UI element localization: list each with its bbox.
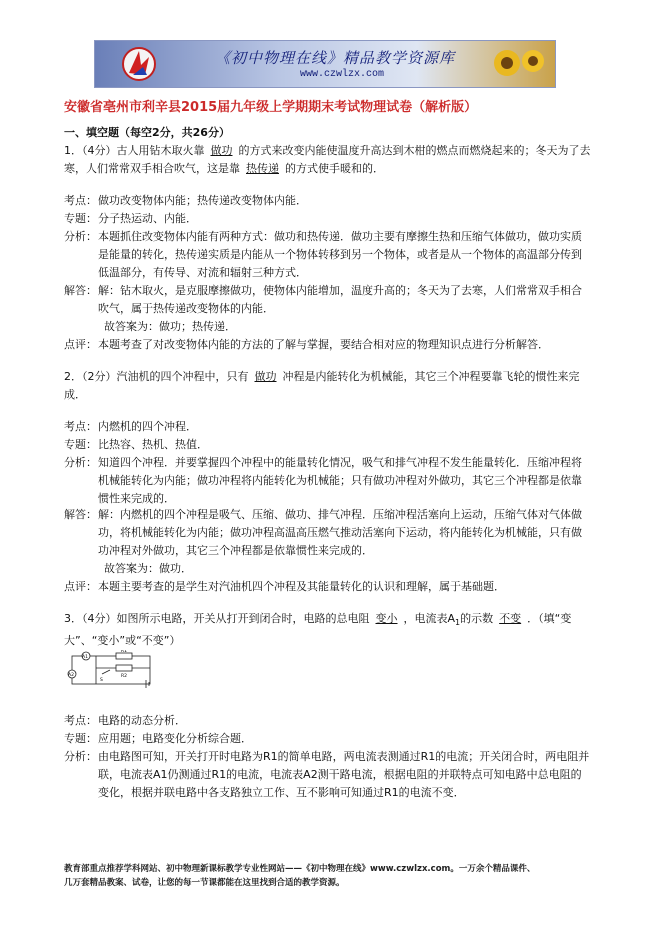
- resistor-r1-label: R1: [121, 650, 127, 654]
- row-label: 分析：: [64, 750, 97, 763]
- row-label: 解答：: [64, 508, 97, 521]
- switch-label: S: [100, 678, 103, 683]
- question-text: 的示数: [460, 612, 494, 625]
- row-text: 知道四个冲程．并要掌握四个冲程中的能量转化情况，吸气和排气冲程不发生能量转化．压缩冲程将机械能转化为内能；做功冲程将内能转化为机械能；只有做功冲程对外做功，其它三个冲程都是依靠惯性来完成的．: [98, 456, 582, 505]
- question-text: 的方式来改变内能使温度升高达到木柑的燃点而燃烧起来的；冬天为了去寒，人们常常双手相合吹气，这是靠: [64, 144, 591, 175]
- question-text: 冲程是内能转化为机械能，其它三个冲程要靠飞轮的惯性来完成．: [64, 370, 580, 401]
- row-text: 内燃机的四个冲程．: [98, 420, 197, 433]
- footer-line: 教育部重点推荐学科网站、初中物理新课标教学专业性网站——《初中物理在线》www.czwlzx.com。一万余个精品课件、: [64, 864, 536, 874]
- banner-url: www.czwlzx.com: [300, 69, 385, 80]
- answer-blank: 做功: [210, 144, 233, 157]
- ammeter-a2-label: A2: [68, 673, 74, 678]
- answer-blank: 不变: [499, 612, 522, 625]
- row-text: 解：钻木取火，是克服摩擦做功，使物体内能增加，温度升高的；冬天为了去寒，人们常常双手相合吹气，属于热传递改变物体的内能．: [98, 284, 582, 315]
- resistor-r2-label: R2: [121, 674, 127, 679]
- subscript: 1: [455, 618, 461, 628]
- row-text: 本题抓住改变物体内能有两种方式：做功和热传递．做功主要有摩擦生热和压缩气体做功，做功实质是能量的转化，热传递实质是内能从一个物体转移到另一个物体，或者是从一个物体的高温部分传到低温部分，有传导、对流和辐射三种方式．: [98, 230, 582, 279]
- answer-blank: 变小: [375, 612, 398, 625]
- row-label: 专题：: [64, 732, 97, 745]
- row-label: 分析：: [64, 230, 97, 243]
- question-2: [64, 368, 594, 404]
- row-text: 应用题；电路变化分析综合题．: [98, 732, 252, 745]
- row-label: 专题：: [64, 438, 97, 451]
- question-text: 的方式使手暖和的．: [285, 162, 384, 175]
- site-logo-icon: [119, 45, 159, 83]
- row-label: 分析：: [64, 456, 97, 469]
- question-text: ．（填“变大”、“变小”或“不变”）: [64, 612, 572, 648]
- row-label: 专题：: [64, 212, 97, 225]
- row-text: 本题主要考查的是学生对汽油机四个冲程及其能量转化的认识和理解，属于基础题．: [98, 580, 505, 593]
- row-label: 解答：: [64, 284, 97, 297]
- banner-title: 《初中物理在线》精品教学资源库: [215, 49, 456, 67]
- header-banner: [94, 40, 556, 88]
- row-label: 点评：: [64, 338, 97, 351]
- row-text: 电路的动态分析．: [98, 714, 186, 727]
- footer-line: 几万套精品教案、试卷，让您的每一节课都能在这里找到合适的教学资源。: [64, 878, 345, 888]
- row-label: 考点：: [64, 420, 97, 433]
- question-text: ，电流表A: [403, 612, 456, 625]
- row-label: 考点：: [64, 194, 97, 207]
- answer-text: 故答案为：做功．: [104, 562, 192, 575]
- row-text: 由电路图可知，开关打开时电路为R1的简单电路，两电流表测通过R1的电流；开关闭合时，两电阻并联，电流表A1仍测通过R1的电流，电流表A2测干路电流，根据电阻的并联特点可知电路中总电阻的变化，根据并联电路中各支路独立工作、互不影响可知通过R1的电流不变．: [98, 750, 590, 799]
- answer-blank: 做功: [254, 370, 277, 383]
- row-text: 分子热运动、内能．: [98, 212, 197, 225]
- question-text: 2．（2分）汽油机的四个冲程中，只有: [64, 370, 249, 383]
- sunflower-icon: [489, 43, 549, 85]
- document-title: 安徽省亳州市利辛县2015届九年级上学期期末考试物理试卷（解析版）: [64, 100, 478, 115]
- row-text: 比热容、热机、热值．: [98, 438, 208, 451]
- question-text: 1．（4分）古人用钻木取火靠: [64, 144, 205, 157]
- row-text: 做功改变物体内能；热传递改变物体内能．: [98, 194, 307, 207]
- question-text: 3．（4分）如图所示电路，开关从打开到闭合时，电路的总电阻: [64, 612, 370, 625]
- row-label: 考点：: [64, 714, 97, 727]
- page-footer: [64, 862, 604, 890]
- section-heading: 一、填空题（每空2分，共26分）: [64, 126, 230, 139]
- question-1: [64, 142, 594, 178]
- row-label: 点评：: [64, 580, 97, 593]
- row-text: 本题考查了对改变物体内能的方法的了解与掌握，要结合相对应的物理知识点进行分析解答．: [98, 338, 549, 351]
- circuit-diagram: [66, 650, 156, 690]
- answer-blank: 热传递: [246, 162, 279, 175]
- ammeter-a1-label: A1: [82, 655, 88, 660]
- row-text: 解：内燃机的四个冲程是吸气、压缩、做功、排气冲程．压缩冲程活塞向上运动，压缩气体对气体做功，将机械能转化为内能；做功冲程高温高压燃气推动活塞向下运动，将内能转化为机械能，只有做功冲程对外做功，其它三个冲程都是依靠惯性来完成的．: [98, 508, 582, 557]
- answer-text: 故答案为：做功；热传递．: [104, 320, 236, 333]
- question-3: [64, 610, 594, 650]
